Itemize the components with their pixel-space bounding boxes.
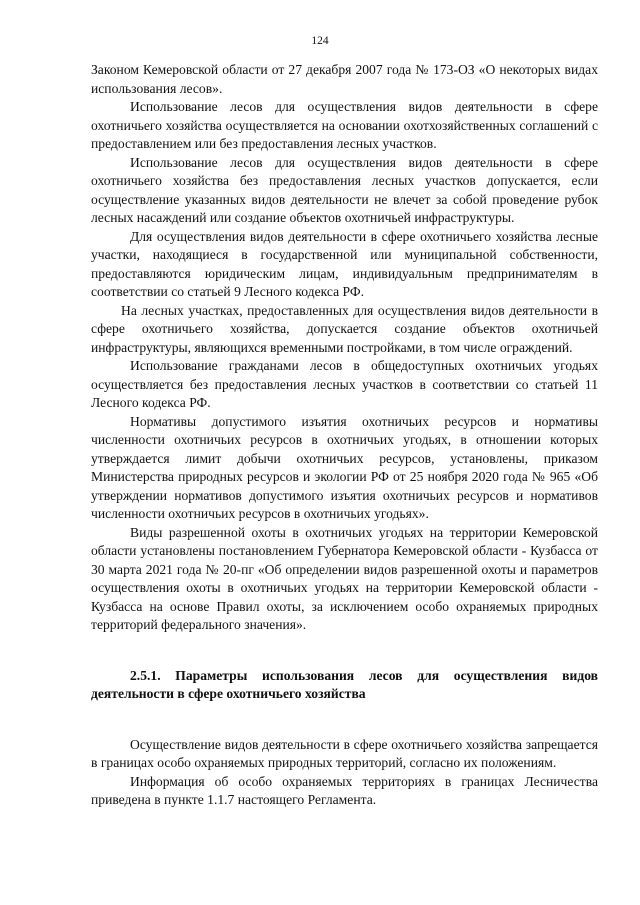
paragraph-forest-use-agreements: Использование лесов для осуществления видов деятельности в сфере охотничьего хозяйства осуществляется на основании охотхозяйственных соглашений с предоставлением или без предоставления лесных участков. — [91, 99, 598, 151]
section-heading: 2.5.1. Параметры использования лесов для осуществления видов деятельности в сфере охотничьего хозяйства — [91, 667, 598, 701]
paragraph-harvest-norms: Нормативы допустимого изъятия охотничьих ресурсов и нормативы численности охотничьих ресурсов в охотничьих угодьях, в отношении которых утверждается лимит добычи охотничьих ресурсов, установлены, приказом Министерства природных ресурсов и экологии РФ от 25 ноября 2020 года № 965 «Об утверждении нормативов допустимого изъятия охотничьих ресурсов и нормативов численности охотничьих ресурсов в охотничьих угодьях». — [91, 413, 598, 521]
paragraph-law-reference: Законом Кемеровской области от 27 декабря 2007 года № 173-ОЗ «О некоторых видах использования лесов». — [91, 62, 598, 96]
paragraph-permitted-hunting: Виды разрешенной охоты в охотничьих угодьях на территории Кемеровской области установлены постановлением Губернатора Кемеровской области - Кузбасса от 30 марта 2021 года № 20-пг «Об определении видов разрешенной охоты и параметров осуществления охоты в охотничьих угодьях на территории Кемеровской области - Кузбасса на основе Правил охоты, за исключением особо охраняемых природных территорий федерального значения». — [91, 524, 598, 632]
paragraph-infrastructure: На лесных участках, предоставленных для осуществления видов деятельности в сфере охотничьего хозяйства, допускается создание объектов охотничьей инфраструктуры, являющихся временными постройками, в том числе ограждений. — [91, 302, 598, 355]
paragraph-public-hunting-grounds: Использование гражданами лесов в общедоступных охотничьих угодьях осуществляется без предоставления лесных участков в соответствии со статьей 11 Лесного кодекса РФ. — [91, 358, 598, 410]
paragraph-use-without-plots: Использование лесов для осуществления видов деятельности в сфере охотничьего хозяйства без предоставления лесных участков допускается, если осуществление указанных видов деятельности не влечет за собой проведение рубок лесных насаждений или создание объектов охотничьей инфраструктуры. — [91, 154, 598, 225]
paragraph-plots-provision: Для осуществления видов деятельности в сфере охотничьего хозяйства лесные участки, находящиеся в государственной или муниципальной собственности, предоставляются юридическим лицам, индивидуальным предпринимателям в соответствии со статьей 9 Лесного кодекса РФ. — [91, 228, 598, 299]
paragraph-protected-areas-info: Информация об особо охраняемых территориях в границах Лесничества приведена в пункте 1.1.7 настоящего Регламента. — [91, 773, 598, 807]
page-content — [91, 61, 598, 810]
paragraph-protected-areas-ban: Осуществление видов деятельности в сфере охотничьего хозяйства запрещается в границах особо охраняемых природных территорий, согласно их положениям. — [91, 736, 598, 770]
page-number: 124 — [311, 35, 329, 47]
